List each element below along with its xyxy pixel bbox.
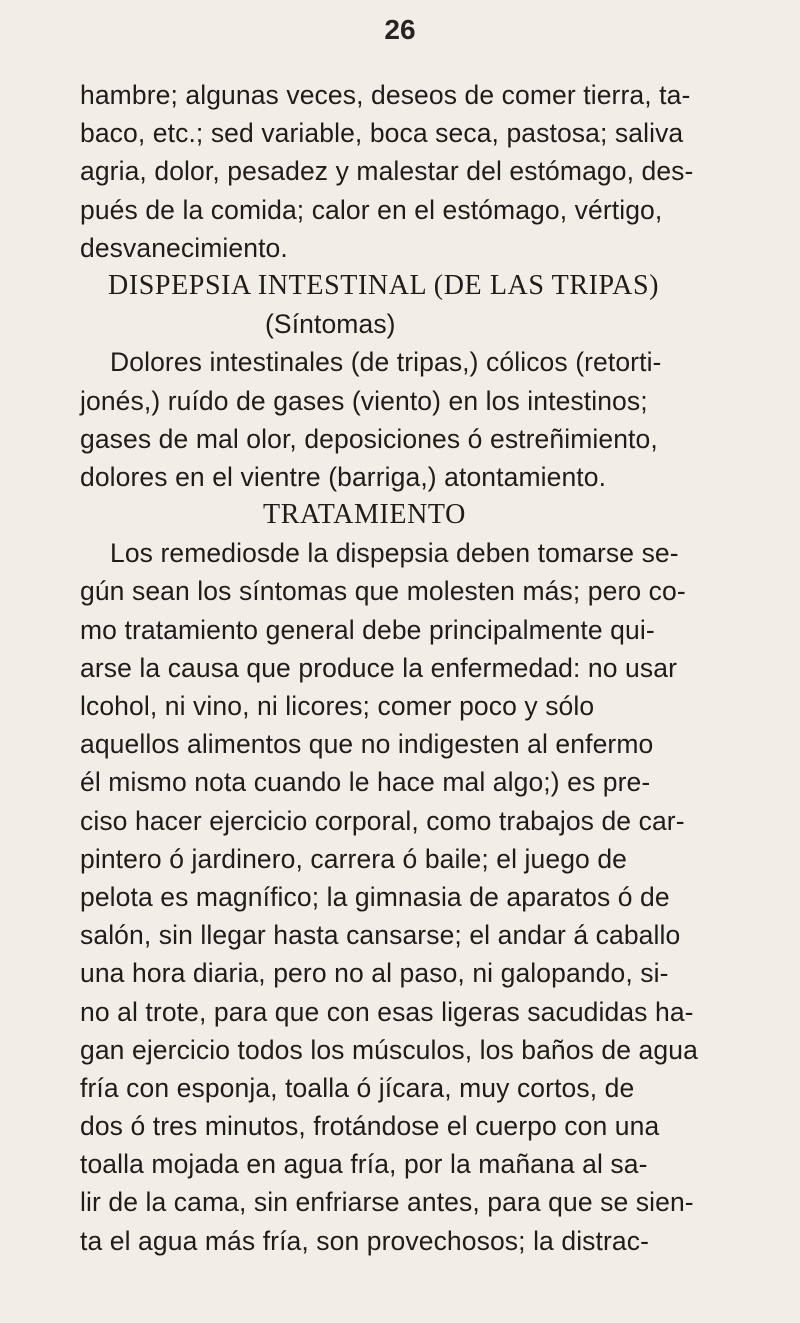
text-line: dos ó tres minutos, frotándose el cuerpo con una <box>80 1111 660 1142</box>
text-line: toalla mojada en agua fría, por la mañana al sa- <box>80 1149 648 1180</box>
text-line: agria, dolor, pesadez y malestar del estómago, des- <box>80 156 694 187</box>
section-heading: TRATAMIENTO <box>263 499 466 531</box>
text-line: aquellos alimentos que no indigesten al enfermo <box>80 729 654 760</box>
section-heading: DISPEPSIA INTESTINAL (DE LAS TRIPAS) <box>108 269 660 301</box>
text-line: ta el agua más fría, son provechosos; la distrac- <box>80 1225 650 1256</box>
paragraph-first-line: Los remediosde la dispepsia deben tomarse se- <box>110 538 679 569</box>
text-line: él mismo nota cuando le hace mal algo;) es pre- <box>80 767 651 798</box>
text-line: arse la causa que produce la enfermedad: no usar <box>80 652 678 683</box>
paragraph-first-line: Dolores intestinales (de tripas,) cólicos (retorti- <box>110 347 662 378</box>
text-line: gún sean los síntomas que molesten más; pero co- <box>80 576 686 607</box>
text-line: salón, sin llegar hasta cansarse; el andar á caballo <box>80 920 681 951</box>
text-line: gan ejercicio todos los músculos, los baños de agua <box>80 1034 698 1065</box>
text-line: pués de la comida; calor en el estómago, vértigo, <box>80 194 663 225</box>
text-line: mo tratamiento general debe principalmente qui- <box>80 614 655 645</box>
text-line: baco, etc.; sed variable, boca seca, pastosa; saliva <box>80 118 684 149</box>
text-line: no al trote, para que con esas ligeras sacudidas ha- <box>80 996 694 1027</box>
text-line: ciso hacer ejercicio corporal, como trabajos de car- <box>80 805 685 836</box>
text-line: lcohol, ni vino, ni licores; comer poco y sólo <box>80 691 595 721</box>
text-line: pelota es magnífico; la gimnasia de aparatos ó de <box>80 881 670 912</box>
body-text <box>80 76 775 1260</box>
page-number: 26 <box>384 14 416 45</box>
text-line: hambre; algunas veces, deseos de comer tierra, ta- <box>80 80 691 110</box>
text-line: gases de mal olor, deposiciones ó estreñimiento, <box>80 423 658 454</box>
text-line: fría con esponja, toalla ó jícara, muy cortos, de <box>80 1072 635 1103</box>
text-line: una hora diaria, pero no al paso, ni galopando, si- <box>80 958 669 989</box>
section-subheading: (Síntomas) <box>265 309 396 340</box>
text-line: lir de la cama, sin enfriarse antes, para que se sien- <box>80 1187 694 1218</box>
text-line: desvanecimiento. <box>80 232 288 263</box>
text-line: dolores en el vientre (barriga,) atontamiento. <box>80 461 607 492</box>
text-line: jonés,) ruído de gases (viento) en los intestinos; <box>80 385 648 416</box>
text-line: pintero ó jardinero, carrera ó baile; el juego de <box>80 843 628 874</box>
